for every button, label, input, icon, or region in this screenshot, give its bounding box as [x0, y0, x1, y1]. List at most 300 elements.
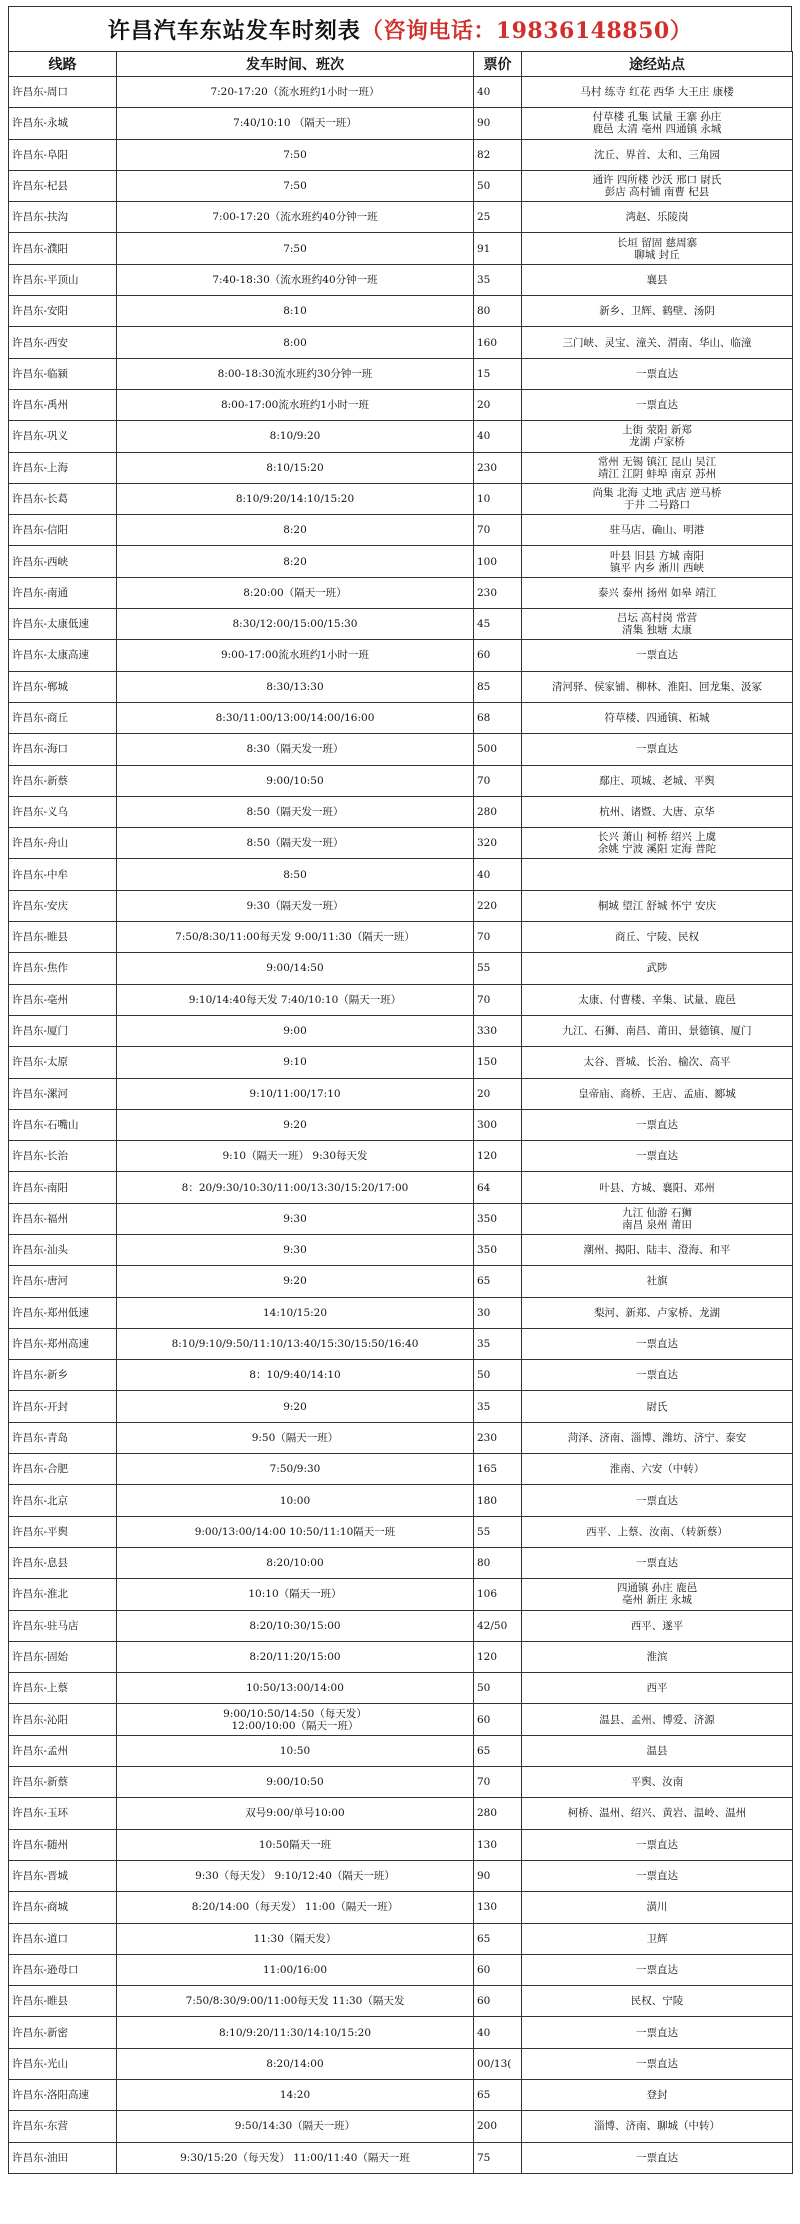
table-row	[9, 796, 793, 827]
price-cell: 40	[474, 77, 522, 108]
stops-cell: 长垣 留固 慈周寨 聊城 封丘	[522, 233, 793, 264]
price-cell: 15	[474, 358, 522, 389]
table-row	[9, 2080, 793, 2111]
stops-cell: 叶县、方城、襄阳、邓州	[522, 1172, 793, 1203]
departure-cell: 9:00/10:50	[117, 1767, 474, 1798]
route-cell: 许昌东-息县	[9, 1547, 117, 1578]
stops-cell: 湾赵、乐陵岗	[522, 202, 793, 233]
departure-cell: 8:10/9:20/14:10/15:20	[117, 483, 474, 514]
route-cell: 许昌东-石嘴山	[9, 1109, 117, 1140]
price-cell: 50	[474, 1360, 522, 1391]
table-row	[9, 1297, 793, 1328]
table-row	[9, 1078, 793, 1109]
price-cell: 150	[474, 1047, 522, 1078]
route-cell: 许昌东-平舆	[9, 1516, 117, 1547]
price-cell: 30	[474, 1297, 522, 1328]
stops-cell: 杭州、诸暨、大唐、京华	[522, 796, 793, 827]
departure-cell: 9:20	[117, 1391, 474, 1422]
table-row	[9, 77, 793, 108]
departure-cell: 双号9:00/单号10:00	[117, 1798, 474, 1829]
departure-cell: 10:10（隔天一班）	[117, 1579, 474, 1610]
departure-cell: 9:20	[117, 1109, 474, 1140]
departure-cell: 9:00-17:00流水班约1小时一班	[117, 640, 474, 671]
price-cell: 70	[474, 765, 522, 796]
departure-cell: 7:50	[117, 233, 474, 264]
table-row	[9, 1892, 793, 1923]
header-departure: 发车时间、班次	[117, 52, 474, 77]
departure-cell: 7:50	[117, 139, 474, 170]
stops-cell: 一票直达	[522, 1829, 793, 1860]
stops-cell: 叶县 旧县 方城 南阳 镇平 内乡 淅川 西峡	[522, 546, 793, 577]
departure-cell: 7:20-17:20（流水班约1小时一班）	[117, 77, 474, 108]
departure-cell: 9:30	[117, 1234, 474, 1265]
stops-cell: 潢川	[522, 1892, 793, 1923]
stops-cell: 太康、付曹楼、辛集、试量、鹿邑	[522, 984, 793, 1015]
price-cell: 10	[474, 483, 522, 514]
table-row	[9, 1767, 793, 1798]
departure-cell: 8:00	[117, 327, 474, 358]
stops-cell: 一票直达	[522, 1109, 793, 1140]
departure-cell: 7:40-18:30（流水班约40分钟一班	[117, 264, 474, 295]
stops-cell: 一票直达	[522, 734, 793, 765]
price-cell: 75	[474, 2142, 522, 2173]
price-cell: 320	[474, 828, 522, 859]
departure-cell: 10:50	[117, 1735, 474, 1766]
table-row	[9, 609, 793, 640]
price-cell: 200	[474, 2111, 522, 2142]
price-cell: 165	[474, 1454, 522, 1485]
stops-cell: 梨河、新郑、卢家桥、龙湖	[522, 1297, 793, 1328]
table-row	[9, 170, 793, 201]
price-cell: 70	[474, 984, 522, 1015]
price-cell: 120	[474, 1641, 522, 1672]
departure-cell: 9:30（每天发） 9:10/12:40（隔天一班）	[117, 1860, 474, 1891]
table-row	[9, 1454, 793, 1485]
departure-cell: 9:50（隔天一班）	[117, 1422, 474, 1453]
departure-cell: 8:00-18:30流水班约30分钟一班	[117, 358, 474, 389]
price-cell: 230	[474, 577, 522, 608]
table-row	[9, 1109, 793, 1140]
table-row	[9, 577, 793, 608]
stops-cell: 一票直达	[522, 1328, 793, 1359]
table-row	[9, 1610, 793, 1641]
table-row	[9, 1547, 793, 1578]
route-cell: 许昌东-逊母口	[9, 1954, 117, 1985]
route-cell: 许昌东-随州	[9, 1829, 117, 1860]
stops-cell: 泰兴 泰州 扬州 如皋 靖江	[522, 577, 793, 608]
schedule-body	[9, 77, 793, 2174]
departure-cell: 8:50（隔天发一班）	[117, 828, 474, 859]
document-title: 许昌汽车东站发车时刻表	[107, 17, 361, 44]
table-row	[9, 483, 793, 514]
route-cell: 许昌东-上海	[9, 452, 117, 483]
table-row	[9, 1860, 793, 1891]
stops-cell: 淮南、六安（中转）	[522, 1454, 793, 1485]
table-row	[9, 1641, 793, 1672]
price-cell: 500	[474, 734, 522, 765]
table-row	[9, 890, 793, 921]
price-cell: 70	[474, 515, 522, 546]
table-row	[9, 2017, 793, 2048]
table-row	[9, 1234, 793, 1265]
route-cell: 许昌东-固始	[9, 1641, 117, 1672]
price-cell: 50	[474, 170, 522, 201]
departure-cell: 8:00-17:00流水班约1小时一班	[117, 389, 474, 420]
route-cell: 许昌东-福州	[9, 1203, 117, 1234]
stops-cell: 民权、宁陵	[522, 1986, 793, 2017]
header-row	[9, 52, 793, 77]
table-row	[9, 2111, 793, 2142]
stops-cell: 九江 仙游 石狮 南昌 泉州 莆田	[522, 1203, 793, 1234]
header-route: 线路	[9, 52, 117, 77]
route-cell: 许昌东-太康高速	[9, 640, 117, 671]
stops-cell: 太谷、晋城、长治、榆次、高平	[522, 1047, 793, 1078]
table-row	[9, 1422, 793, 1453]
departure-cell: 8:20/14:00（每天发） 11:00（隔天一班）	[117, 1892, 474, 1923]
table-row	[9, 1328, 793, 1359]
price-cell: 60	[474, 1986, 522, 2017]
price-cell: 300	[474, 1109, 522, 1140]
schedule-sheet	[8, 6, 792, 2174]
price-cell: 350	[474, 1203, 522, 1234]
price-cell: 220	[474, 890, 522, 921]
table-row	[9, 702, 793, 733]
stops-cell: 皇帝庙、商桥、王店、孟庙、郾城	[522, 1078, 793, 1109]
departure-cell: 9:30	[117, 1203, 474, 1234]
table-row	[9, 327, 793, 358]
price-cell: 82	[474, 139, 522, 170]
stops-cell: 一票直达	[522, 1485, 793, 1516]
departure-cell: 8:20/11:20/15:00	[117, 1641, 474, 1672]
price-cell: 68	[474, 702, 522, 733]
table-row	[9, 1798, 793, 1829]
stops-cell: 驻马店、确山、明港	[522, 515, 793, 546]
stops-cell: 菏泽、济南、淄博、潍坊、济宁、泰安	[522, 1422, 793, 1453]
table-row	[9, 734, 793, 765]
price-cell: 130	[474, 1892, 522, 1923]
route-cell: 许昌东-新蔡	[9, 1767, 117, 1798]
consult-phone: （咨询电话：19836148850）	[360, 17, 693, 44]
stops-cell: 一票直达	[522, 1954, 793, 1985]
departure-cell: 8:30/11:00/13:00/14:00/16:00	[117, 702, 474, 733]
departure-cell: 9:00/13:00/14:00 10:50/11:10隔天一班	[117, 1516, 474, 1547]
stops-cell: 长兴 萧山 柯桥 绍兴 上虞 余姚 宁波 溪阳 定海 普陀	[522, 828, 793, 859]
route-cell: 许昌东-厦门	[9, 1015, 117, 1046]
price-cell: 35	[474, 1328, 522, 1359]
route-cell: 许昌东-商丘	[9, 702, 117, 733]
departure-cell: 9:00	[117, 1015, 474, 1046]
table-row	[9, 1923, 793, 1954]
departure-cell: 8:20/10:00	[117, 1547, 474, 1578]
route-cell: 许昌东-阜阳	[9, 139, 117, 170]
departure-cell: 8:20	[117, 546, 474, 577]
stops-cell: 一票直达	[522, 2048, 793, 2079]
table-row	[9, 546, 793, 577]
route-cell: 许昌东-杞县	[9, 170, 117, 201]
route-cell: 许昌东-孟州	[9, 1735, 117, 1766]
departure-cell: 8:30/12:00/15:00/15:30	[117, 609, 474, 640]
table-row	[9, 233, 793, 264]
table-row	[9, 1579, 793, 1610]
price-cell: 35	[474, 264, 522, 295]
departure-cell: 8：10/9:40/14:10	[117, 1360, 474, 1391]
departure-cell: 8:10	[117, 296, 474, 327]
departure-cell: 10:50/13:00/14:00	[117, 1673, 474, 1704]
stops-cell: 淄博、济南、聊城（中转）	[522, 2111, 793, 2142]
price-cell: 45	[474, 609, 522, 640]
route-cell: 许昌东-新乡	[9, 1360, 117, 1391]
departure-cell: 8:50（隔天发一班）	[117, 796, 474, 827]
departure-cell: 9:00/10:50/14:50（每天发） 12:00/10:00（隔天一班）	[117, 1704, 474, 1735]
price-cell: 280	[474, 1798, 522, 1829]
departure-cell: 9:00/14:50	[117, 953, 474, 984]
stops-cell: 温县、孟州、博爱、济源	[522, 1704, 793, 1735]
table-row	[9, 859, 793, 890]
stops-cell	[522, 859, 793, 890]
route-cell: 许昌东-巩义	[9, 421, 117, 452]
schedule-table	[8, 51, 793, 2174]
price-cell: 25	[474, 202, 522, 233]
route-cell: 许昌东-唐河	[9, 1266, 117, 1297]
stops-cell: 新乡、卫辉、鹤壁、汤阴	[522, 296, 793, 327]
route-cell: 许昌东-西峡	[9, 546, 117, 577]
route-cell: 许昌东-平顶山	[9, 264, 117, 295]
table-row	[9, 1015, 793, 1046]
departure-cell: 11:30（隔天发）	[117, 1923, 474, 1954]
route-cell: 许昌东-亳州	[9, 984, 117, 1015]
stops-cell: 一票直达	[522, 1360, 793, 1391]
departure-cell: 8:20/10:30/15:00	[117, 1610, 474, 1641]
departure-cell: 8:30/13:30	[117, 671, 474, 702]
price-cell: 65	[474, 1923, 522, 1954]
stops-cell: 九江、石狮、南昌、莆田、景德镇、厦门	[522, 1015, 793, 1046]
route-cell: 许昌东-中牟	[9, 859, 117, 890]
price-cell: 280	[474, 796, 522, 827]
route-cell: 许昌东-海口	[9, 734, 117, 765]
stops-cell: 一票直达	[522, 2142, 793, 2173]
route-cell: 许昌东-光山	[9, 2048, 117, 2079]
table-row	[9, 984, 793, 1015]
table-row	[9, 1172, 793, 1203]
price-cell: 40	[474, 859, 522, 890]
table-row	[9, 389, 793, 420]
price-cell: 330	[474, 1015, 522, 1046]
departure-cell: 9:20	[117, 1266, 474, 1297]
price-cell: 100	[474, 546, 522, 577]
table-row	[9, 1360, 793, 1391]
departure-cell: 9:00/10:50	[117, 765, 474, 796]
stops-cell: 西平、上蔡、汝南、（转新蔡）	[522, 1516, 793, 1547]
price-cell: 60	[474, 640, 522, 671]
route-cell: 许昌东-郑州高速	[9, 1328, 117, 1359]
departure-cell: 14:10/15:20	[117, 1297, 474, 1328]
table-row	[9, 953, 793, 984]
stops-cell: 商丘、宁陵、民权	[522, 922, 793, 953]
route-cell: 许昌东-开封	[9, 1391, 117, 1422]
route-cell: 许昌东-商城	[9, 1892, 117, 1923]
route-cell: 许昌东-焦作	[9, 953, 117, 984]
table-row	[9, 139, 793, 170]
price-cell: 40	[474, 2017, 522, 2048]
price-cell: 90	[474, 108, 522, 139]
table-row	[9, 1516, 793, 1547]
stops-cell: 登封	[522, 2080, 793, 2111]
route-cell: 许昌东-永城	[9, 108, 117, 139]
departure-cell: 7:00-17:20（流水班约40分钟一班	[117, 202, 474, 233]
header-stops: 途经站点	[522, 52, 793, 77]
price-cell: 350	[474, 1234, 522, 1265]
table-row	[9, 358, 793, 389]
price-cell: 120	[474, 1141, 522, 1172]
table-row	[9, 1704, 793, 1735]
departure-cell: 11:00/16:00	[117, 1954, 474, 1985]
table-row	[9, 1829, 793, 1860]
table-row	[9, 202, 793, 233]
table-row	[9, 264, 793, 295]
table-row	[9, 2142, 793, 2173]
route-cell: 许昌东-沁阳	[9, 1704, 117, 1735]
route-cell: 许昌东-信阳	[9, 515, 117, 546]
route-cell: 许昌东-青岛	[9, 1422, 117, 1453]
departure-cell: 8:10/9:10/9:50/11:10/13:40/15:30/15:50/16:40	[117, 1328, 474, 1359]
stops-cell: 淮滨	[522, 1641, 793, 1672]
route-cell: 许昌东-安庆	[9, 890, 117, 921]
route-cell: 许昌东-周口	[9, 77, 117, 108]
route-cell: 许昌东-濮阳	[9, 233, 117, 264]
price-cell: 42/50	[474, 1610, 522, 1641]
stops-cell: 武陟	[522, 953, 793, 984]
price-cell: 20	[474, 389, 522, 420]
stops-cell: 桐城 望江 舒城 怀宁 安庆	[522, 890, 793, 921]
route-cell: 许昌东-东营	[9, 2111, 117, 2142]
stops-cell: 三门峡、灵宝、潼关、渭南、华山、临潼	[522, 327, 793, 358]
price-cell: 65	[474, 1735, 522, 1766]
price-cell: 91	[474, 233, 522, 264]
table-row	[9, 671, 793, 702]
departure-cell: 7:50/9:30	[117, 1454, 474, 1485]
price-cell: 106	[474, 1579, 522, 1610]
stops-cell: 一票直达	[522, 1860, 793, 1891]
route-cell: 许昌东-太康低速	[9, 609, 117, 640]
price-cell: 180	[474, 1485, 522, 1516]
header-price: 票价	[474, 52, 522, 77]
route-cell: 许昌东-安阳	[9, 296, 117, 327]
departure-cell: 8:30（隔天发一班）	[117, 734, 474, 765]
price-cell: 160	[474, 327, 522, 358]
route-cell: 许昌东-道口	[9, 1923, 117, 1954]
stops-cell: 襄县	[522, 264, 793, 295]
route-cell: 许昌东-郸城	[9, 671, 117, 702]
departure-cell: 8:10/9:20	[117, 421, 474, 452]
departure-cell: 9:30/15:20（每天发） 11:00/11:40（隔天一班	[117, 2142, 474, 2173]
stops-cell: 柯桥、温州、绍兴、黄岩、温岭、温州	[522, 1798, 793, 1829]
price-cell: 65	[474, 1266, 522, 1297]
price-cell: 70	[474, 1767, 522, 1798]
stops-cell: 通许 四所楼 沙沃 邢口 尉氏 彭店 高村铺 南曹 杞县	[522, 170, 793, 201]
stops-cell: 卫辉	[522, 1923, 793, 1954]
route-cell: 许昌东-晋城	[9, 1860, 117, 1891]
price-cell: 80	[474, 1547, 522, 1578]
route-cell: 许昌东-漯河	[9, 1078, 117, 1109]
stops-cell: 吕坛 高村岗 常营 清集 独塘 太康	[522, 609, 793, 640]
stops-cell: 潮州、揭阳、陆丰、澄海、和平	[522, 1234, 793, 1265]
departure-cell: 9:10（隔天一班） 9:30每天发	[117, 1141, 474, 1172]
table-row	[9, 108, 793, 139]
table-row	[9, 452, 793, 483]
stops-cell: 一票直达	[522, 389, 793, 420]
departure-cell: 8:20:00（隔天一班）	[117, 577, 474, 608]
price-cell: 60	[474, 1954, 522, 1985]
table-row	[9, 1391, 793, 1422]
stops-cell: 社旗	[522, 1266, 793, 1297]
table-row	[9, 296, 793, 327]
stops-cell: 付草楼 孔集 试量 王寨 孙庄 鹿邑 太清 亳州 四通镇 永城	[522, 108, 793, 139]
stops-cell: 沈丘、界首、太和、三角园	[522, 139, 793, 170]
price-cell: 70	[474, 922, 522, 953]
table-row	[9, 2048, 793, 2079]
departure-cell: 7:50/8:30/11:00每天发 9:00/11:30（隔天一班）	[117, 922, 474, 953]
table-row	[9, 828, 793, 859]
route-cell: 许昌东-临颍	[9, 358, 117, 389]
route-cell: 许昌东-睢县	[9, 922, 117, 953]
departure-cell: 7:50	[117, 170, 474, 201]
route-cell: 许昌东-新蔡	[9, 765, 117, 796]
departure-cell: 8：20/9:30/10:30/11:00/13:30/15:20/17:00	[117, 1172, 474, 1203]
stops-cell: 一票直达	[522, 1141, 793, 1172]
route-cell: 许昌东-北京	[9, 1485, 117, 1516]
table-row	[9, 1203, 793, 1234]
table-row	[9, 1047, 793, 1078]
departure-cell: 8:20	[117, 515, 474, 546]
departure-cell: 9:10/14:40每天发 7:40/10:10（隔天一班）	[117, 984, 474, 1015]
route-cell: 许昌东-睢县	[9, 1986, 117, 2017]
route-cell: 许昌东-驻马店	[9, 1610, 117, 1641]
price-cell: 55	[474, 953, 522, 984]
price-cell: 20	[474, 1078, 522, 1109]
stops-cell: 常州 无锡 镇江 昆山 吴江 靖江 江阴 蚌埠 南京 苏州	[522, 452, 793, 483]
table-row	[9, 1266, 793, 1297]
price-cell: 90	[474, 1860, 522, 1891]
stops-cell: 温县	[522, 1735, 793, 1766]
stops-cell: 鄢庄、项城、老城、平舆	[522, 765, 793, 796]
departure-cell: 8:10/15:20	[117, 452, 474, 483]
stops-cell: 四通镇 孙庄 鹿邑 亳州 新庄 永城	[522, 1579, 793, 1610]
table-row	[9, 1954, 793, 1985]
departure-cell: 9:50/14:30（隔天一班）	[117, 2111, 474, 2142]
route-cell: 许昌东-西安	[9, 327, 117, 358]
stops-cell: 尚集 北海 丈地 武店 逆马桥 于井 二号路口	[522, 483, 793, 514]
price-cell: 230	[474, 452, 522, 483]
price-cell: 64	[474, 1172, 522, 1203]
price-cell: 35	[474, 1391, 522, 1422]
stops-cell: 一票直达	[522, 358, 793, 389]
price-cell: 00/13(	[474, 2048, 522, 2079]
departure-cell: 7:50/8:30/9:00/11:00每天发 11:30（隔天发	[117, 1986, 474, 2017]
table-row	[9, 421, 793, 452]
table-row	[9, 922, 793, 953]
route-cell: 许昌东-洛阳高速	[9, 2080, 117, 2111]
table-row	[9, 765, 793, 796]
departure-cell: 7:40/10:10 （隔天一班）	[117, 108, 474, 139]
stops-cell: 一票直达	[522, 640, 793, 671]
route-cell: 许昌东-上蔡	[9, 1673, 117, 1704]
route-cell: 许昌东-长治	[9, 1141, 117, 1172]
departure-cell: 8:50	[117, 859, 474, 890]
route-cell: 许昌东-禹州	[9, 389, 117, 420]
departure-cell: 8:10/9:20/11:30/14:10/15:20	[117, 2017, 474, 2048]
table-row	[9, 1673, 793, 1704]
route-cell: 许昌东-新密	[9, 2017, 117, 2048]
